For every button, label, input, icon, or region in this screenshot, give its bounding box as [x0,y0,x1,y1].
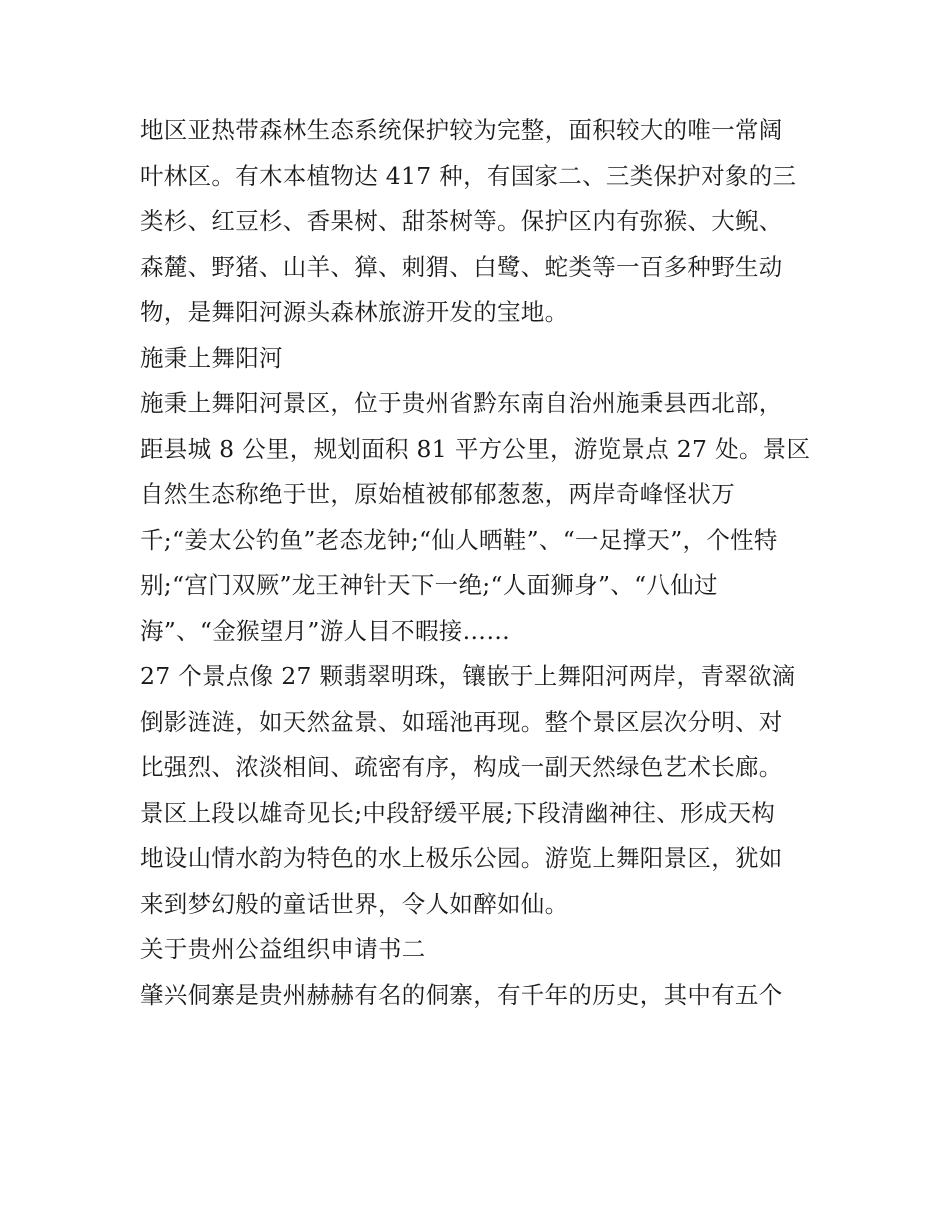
text-line: 自然生态称绝于世，原始植被郁郁葱葱，两岸奇峰怪状万 [140,480,735,508]
text-line: 距县城 8 公里，规划面积 81 平方公里，游览景点 27 处。景区 [140,434,811,463]
text-line: 施秉上舞阳河景区，位于贵州省黔东南自治州施秉县西北部， [140,389,783,417]
text-line: 地设山情水韵为特色的水上极乐公园。游览上舞阳景区，犹如 [140,844,783,872]
text-line: 肇兴侗寨是贵州赫赫有名的侗寨，有千年的历史，其中有五个 [140,980,783,1009]
text-line: 景区上段以雄奇见长;中段舒缓平展;下段清幽神往、形成天构 [140,798,776,827]
text-line: 叶林区。有木本植物达 417 种，有国家二、三类保护对象的三 [140,161,797,190]
text-line: 27 个景点像 27 颗翡翠明珠，镶嵌于上舞阳河两岸，青翠欲滴 [140,662,796,690]
text-line: 物，是舞阳河源头森林旅游开发的宝地。 [140,298,569,326]
text-line: 别;“宫门双厥”龙王神针天下一绝;“人面狮身”、“八仙过 [140,571,718,599]
section-heading: 关于贵州公益组织申请书二 [140,935,426,963]
document-body [140,108,812,1018]
text-line: 来到梦幻般的童话世界，令人如醉如仙。 [140,889,569,918]
text-line: 类杉、红豆杉、香果树、甜茶树等。保护区内有弥猴、大鲵、 [140,207,783,235]
text-line: 千;“姜太公钓鱼”老态龙钟;“仙人晒鞋”、“一足撑天”，个性特 [140,525,778,554]
text-line: 森麓、野猪、山羊、獐、刺猬、白鹭、蛇类等一百多种野生动 [140,252,783,281]
text-line: 倒影涟涟，如天然盆景、如瑶池再现。整个景区层次分明、对 [140,707,783,736]
text-line: 比强烈、浓淡相间、疏密有序，构成一副天然绿色艺术长廊。 [140,753,783,781]
section-heading: 施秉上舞阳河 [140,343,283,372]
text-line: 地区亚热带森林生态系统保护较为完整，面积较大的唯一常阔 [140,116,783,144]
text-line: 海”、“金猴望月”游人目不暇接…… [140,616,511,645]
